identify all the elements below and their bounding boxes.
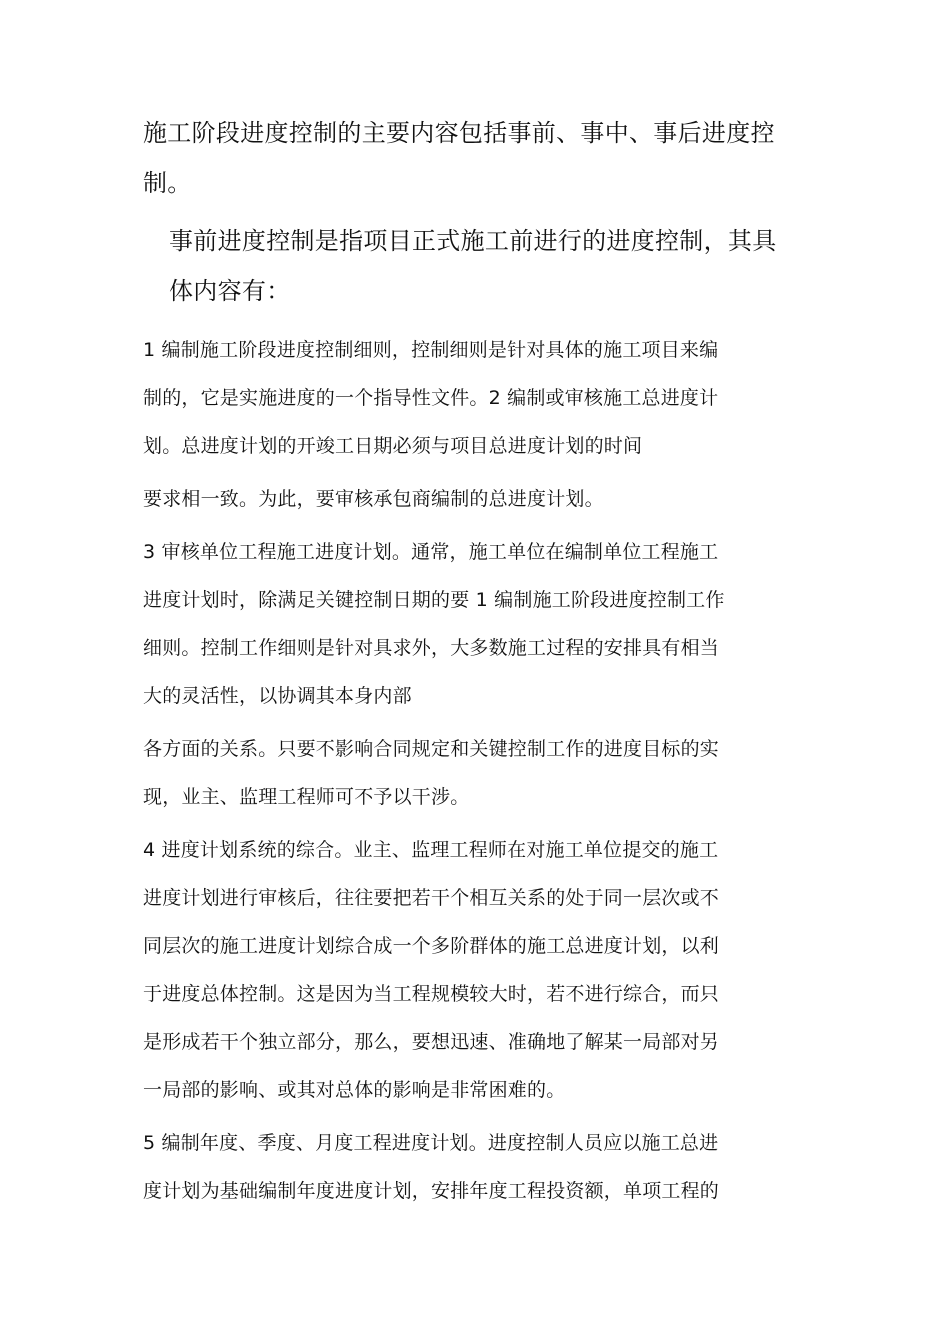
paragraph-line: 现，业主、监理工程师可不予以干涉。 bbox=[143, 786, 470, 808]
paragraph-line: 进度计划进行审核后，往往要把若干个相互关系的处于同一层次或不 bbox=[143, 887, 720, 909]
paragraph-line: 3 审核单位工程施工进度计划。通常，施工单位在编制单位工程施工 bbox=[143, 541, 719, 563]
paragraph-line: 一局部的影响、或其对总体的影响是非常困难的。 bbox=[143, 1079, 566, 1101]
paragraph-line: 细则。控制工作细则是针对具求外，大多数施工过程的安排具有相当 bbox=[143, 637, 720, 659]
paragraph-line: 于进度总体控制。这是因为当工程规模较大时，若不进行综合，而只 bbox=[143, 983, 720, 1005]
paragraph-item-5 bbox=[143, 1119, 815, 1215]
paragraph-item-3 bbox=[143, 528, 815, 720]
paragraph-line: 度计划为基础编制年度进度计划，安排年度工程投资额，单项工程的 bbox=[143, 1180, 720, 1202]
paragraph-item-4 bbox=[143, 826, 815, 1114]
paragraph-intro bbox=[143, 108, 815, 208]
paragraph-line: 同层次的施工进度计划综合成一个多阶群体的施工总进度计划，以利 bbox=[143, 935, 720, 957]
paragraph-line: 1 编制施工阶段进度控制细则，控制细则是针对具体的施工项目来编 bbox=[143, 339, 719, 361]
document-body bbox=[143, 108, 815, 1215]
paragraph-item-1-2 bbox=[143, 326, 815, 470]
paragraph-item-2-continued bbox=[143, 475, 815, 523]
paragraph-line: 划。总进度计划的开竣工日期必须与项目总进度计划的时间 bbox=[143, 435, 643, 457]
paragraph-line: 施工阶段进度控制的主要内容包括事前、事中、事后进度控 bbox=[143, 119, 775, 147]
paragraph-line: 要求相一致。为此，要审核承包商编制的总进度计划。 bbox=[143, 488, 604, 510]
paragraph-line: 进度计划时，除满足关键控制日期的要 1 编制施工阶段进度控制工作 bbox=[143, 589, 725, 611]
paragraph-line: 体内容有： bbox=[169, 277, 291, 305]
paragraph-line: 制的，它是实施进度的一个指导性文件。2 编制或审核施工总进度计 bbox=[143, 387, 719, 409]
paragraph-line: 是形成若干个独立部分，那么，要想迅速、准确地了解某一局部对另 bbox=[143, 1031, 720, 1053]
paragraph-line: 制。 bbox=[143, 169, 192, 197]
paragraph-line: 大的灵活性，以协调其本身内部 bbox=[143, 685, 412, 707]
paragraph-line: 4 进度计划系统的综合。业主、监理工程师在对施工单位提交的施工 bbox=[143, 839, 719, 861]
paragraph-line: 事前进度控制是指项目正式施工前进行的进度控制，其具 bbox=[169, 227, 777, 255]
paragraph-line: 各方面的关系。只要不影响合同规定和关键控制工作的进度目标的实 bbox=[143, 738, 720, 760]
paragraph-line: 5 编制年度、季度、月度工程进度计划。进度控制人员应以施工总进 bbox=[143, 1132, 719, 1154]
paragraph-pre-control bbox=[143, 216, 815, 316]
paragraph-item-3-continued bbox=[143, 725, 815, 821]
